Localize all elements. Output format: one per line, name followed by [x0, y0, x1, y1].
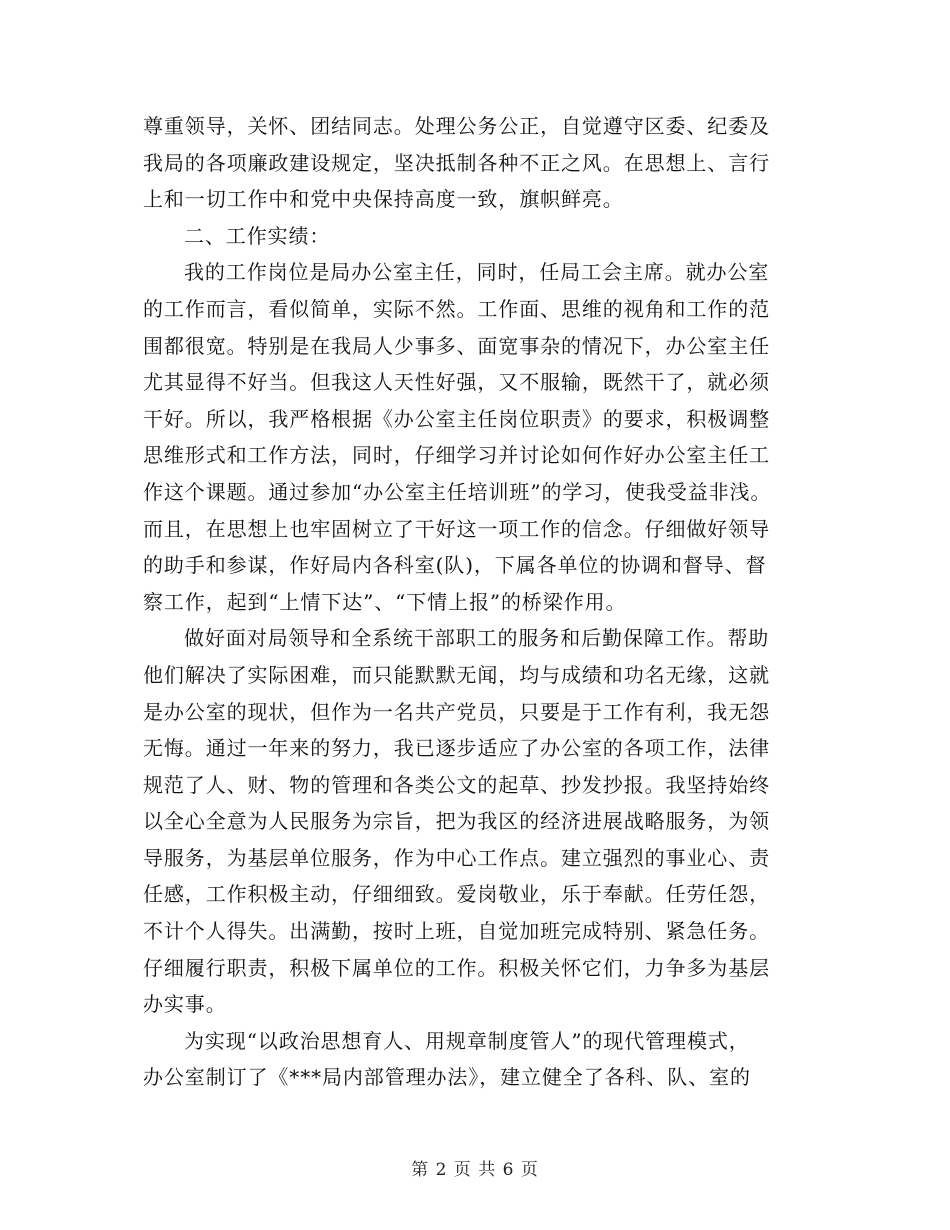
- text-line: 的工作而言，看似简单，实际不然。工作面、思维的视角和工作的范: [143, 296, 770, 321]
- text-line: 察工作，起到“上情下达”、“下情上报”的桥梁作用。: [143, 589, 627, 614]
- text-line: 规范了人、财、物的管理和各类公文的起草、抄发抄报。我坚持始终: [143, 772, 770, 797]
- text-line: 无悔。通过一年来的努力，我已逐步适应了办公室的各项工作，法律: [143, 736, 770, 761]
- text-line: 仔细履行职责，积极下属单位的工作。积极关怀它们，力争多为基层: [143, 955, 770, 980]
- text-line: 围都很宽。特别是在我局人少事多、面宽事杂的情况下，办公室主任: [143, 333, 770, 358]
- text-line: 是办公室的现状，但作为一名共产党员，只要是于工作有利，我无怨: [143, 699, 770, 724]
- text-line: 的助手和参谋，作好局内各科室(队)，下属各单位的协调和督导、督: [143, 553, 767, 578]
- text-line: 上和一切工作中和党中央保持高度一致，旗帜鲜亮。: [143, 187, 624, 212]
- text-line: 导服务，为基层单位服务，作为中心工作点。建立强烈的事业心、责: [143, 845, 770, 870]
- text-line: 我局的各项廉政建设规定，坚决抵制各种不正之风。在思想上、言行: [143, 150, 770, 175]
- document-body: [143, 108, 803, 1096]
- page-number-footer: 第 2 页 共 6 页: [411, 1160, 539, 1180]
- text-line: 办公室制订了《***局内部管理办法》，建立健全了各科、队、室的: [143, 1065, 751, 1090]
- text-line: 尤其显得不好当。但我这人天性好强，又不服输，既然干了，就必须: [143, 370, 770, 395]
- text-line: 尊重领导，关怀、团结同志。处理公务公正，自觉遵守区委、纪委及: [143, 114, 770, 138]
- text-line: 办实事。: [143, 992, 227, 1017]
- text-line: 而且，在思想上也牢固树立了干好这一项工作的信念。仔细做好领导: [143, 516, 770, 541]
- text-line: 为实现“以政治思想育人、用规章制度管人”的现代管理模式，: [184, 1028, 750, 1053]
- text-line: 二、工作实绩：: [184, 223, 331, 248]
- text-line: 任感，工作积极主动，仔细细致。爱岗敬业，乐于奉献。任劳任怨，: [143, 882, 770, 907]
- text-line: 思维形式和工作方法，同时，仔细学习并讨论如何作好办公室主任工: [143, 443, 770, 468]
- text-line: 干好。所以，我严格根据《办公室主任岗位职责》的要求，积极调整: [143, 406, 770, 431]
- text-line: 我的工作岗位是局办公室主任，同时，任局工会主席。就办公室: [184, 260, 770, 285]
- text-line: 作这个课题。通过参加“办公室主任培训班”的学习，使我受益非浅。: [143, 479, 772, 504]
- text-line: 他们解决了实际困难，而只能默默无闻，均与成绩和功名无缘，这就: [143, 662, 770, 687]
- text-line: 以全心全意为人民服务为宗旨，把为我区的经济进展战略服务，为领: [143, 809, 770, 834]
- text-line: 不计个人得失。出满勤，按时上班，自觉加班完成特别、紧急任务。: [143, 919, 770, 944]
- text-line: 做好面对局领导和全系统干部职工的服务和后勤保障工作。帮助: [184, 626, 770, 651]
